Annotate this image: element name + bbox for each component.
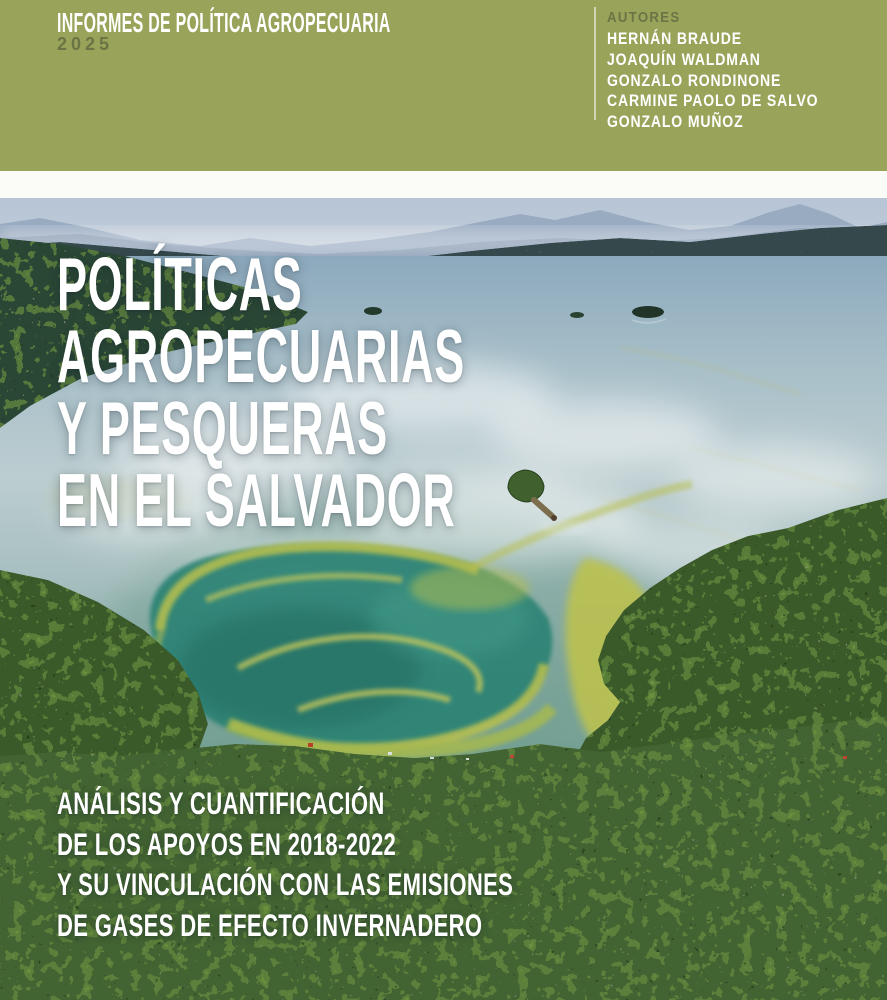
cover-title: [57, 242, 737, 542]
title-line: AGROPECUARIAS: [57, 314, 465, 398]
subtitle-line: Y SU VINCULACIÓN CON LAS EMISIONES: [57, 866, 514, 902]
divider-strip: [0, 171, 887, 198]
authors-label: AUTORES: [607, 9, 681, 26]
subtitle-line: DE GASES DE EFECTO INVERNADERO: [57, 906, 483, 943]
author-name: GONZALO MUÑOZ: [607, 113, 744, 132]
author-name: JOAQUÍN WALDMAN: [607, 50, 761, 69]
cover-subtitle: [57, 783, 709, 945]
subtitle-line: DE LOS APOYOS EN 2018-2022: [57, 825, 397, 862]
subtitle-line: ANÁLISIS Y CUANTIFICACIÓN: [57, 785, 385, 821]
series-year: 2025: [57, 34, 114, 54]
author-name: CARMINE PAOLO DE SALVO: [607, 92, 819, 111]
title-line: EN EL SALVADOR: [57, 458, 456, 542]
author-name: HERNÁN BRAUDE: [607, 30, 742, 48]
title-line: Y PESQUERAS: [57, 386, 388, 470]
title-line: POLÍTICAS: [57, 242, 303, 326]
author-name: GONZALO RONDINONE: [607, 71, 782, 90]
authors-block: [594, 7, 856, 132]
series-title: INFORMES DE POLÍTICA AGROPECUARIA: [57, 7, 391, 38]
masthead: [0, 0, 887, 171]
